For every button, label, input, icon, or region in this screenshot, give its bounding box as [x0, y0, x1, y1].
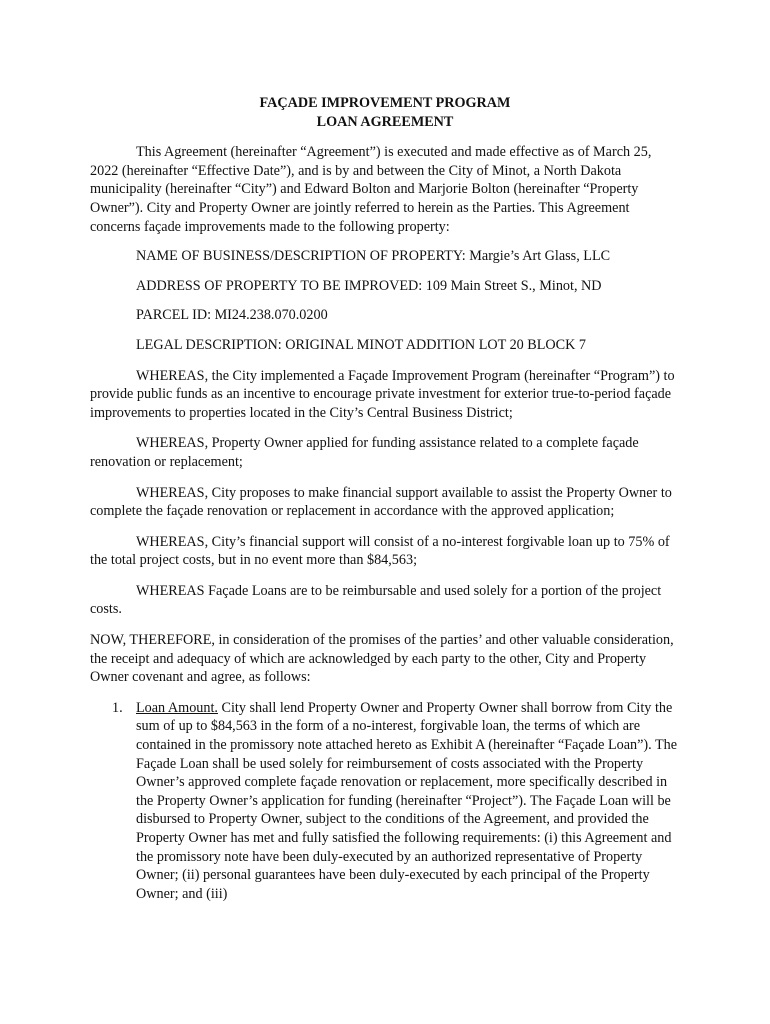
list-item — [90, 699, 680, 904]
whereas-clause-3: WHEREAS, City proposes to make financial support available to assist the Property Owner to complete the façade renovation or replacement in accordance with the approved application; — [90, 484, 672, 520]
whereas-clause-2: WHEREAS, Property Owner applied for funding assistance related to a complete façade renovation or replacement; — [90, 435, 639, 470]
whereas-clause-5: WHEREAS Façade Loans are to be reimbursable and used solely for a portion of the project costs. — [90, 582, 662, 618]
now-therefore-paragraph: NOW, THEREFORE, in consideration of the promises of the parties’ and other valuable consideration, the receipt and adequacy of which are acknowledged by each party to the other, City and Property Owner covenant and agree, as follows: — [90, 632, 674, 686]
whereas-clause-1: WHEREAS, the City implemented a Façade Improvement Program (hereinafter “Program”) to provide public funds as an incentive to encourage private investment for exterior true-to-period façade improvements to properties located in the City’s Central Business District; — [90, 367, 675, 421]
legal-description-field: LEGAL DESCRIPTION: ORIGINAL MINOT ADDITION LOT 20 BLOCK 7 — [136, 336, 587, 353]
document-title-line-1: FAÇADE IMPROVEMENT PROGRAM — [259, 95, 511, 111]
list-item-number: 1. — [112, 699, 123, 716]
whereas-clause-4: WHEREAS, City’s financial support will consist of a no-interest forgivable loan up to 75% of the total project costs, but in no event more than $84,563; — [90, 533, 670, 569]
list-item-heading: Loan Amount. — [136, 699, 218, 716]
agreement-terms-list — [90, 699, 680, 904]
parcel-id-field: PARCEL ID: MI24.238.070.0200 — [136, 307, 328, 324]
list-item-text: City shall lend Property Owner and Property Owner shall borrow from City the sum of up to $84,563 in the form of a no-interest, forgivable loan, the terms of which are contained in the promissory note attached hereto as Exhibit A (hereinafter “Façade Loan”). The Façade Loan shall be used solely for reimbursement of costs associated with the Property Owner’s approved complete façade renovation or replacement, more specifically described in the Property Owner’s application for funding (hereinafter “Project”). The Façade Loan will be disbursed to Property Owner, subject to the conditions of the Agreement, and provided the Property Owner has met and fully satisfied the following requirements: (i) this Agreement and the promissory note have been duly-executed by an authorized representative of Property Owner; (ii) personal guarantees have been duly-executed by each principal of the Property Owner; and (iii) — [136, 699, 678, 902]
intro-paragraph: This Agreement (hereinafter “Agreement”) is executed and made effective as of March 25, 2022 (hereinafter “Effective Date”), and is by and between the City of Minot, a North Dakota municipality (hereinafter “City”) and Edward Bolton and Marjorie Bolton (hereinafter “Property Owner”). City and Property Owner are jointly referred to herein as the Parties. This Agreement concerns façade improvements made to the following property: — [90, 144, 652, 235]
property-address-field: ADDRESS OF PROPERTY TO BE IMPROVED: 109 Main Street S., Minot, ND — [136, 277, 602, 294]
document-title-line-2: LOAN AGREEMENT — [316, 113, 454, 130]
business-name-field: NAME OF BUSINESS/DESCRIPTION OF PROPERTY: Margie’s Art Glass, LLC — [136, 248, 611, 265]
